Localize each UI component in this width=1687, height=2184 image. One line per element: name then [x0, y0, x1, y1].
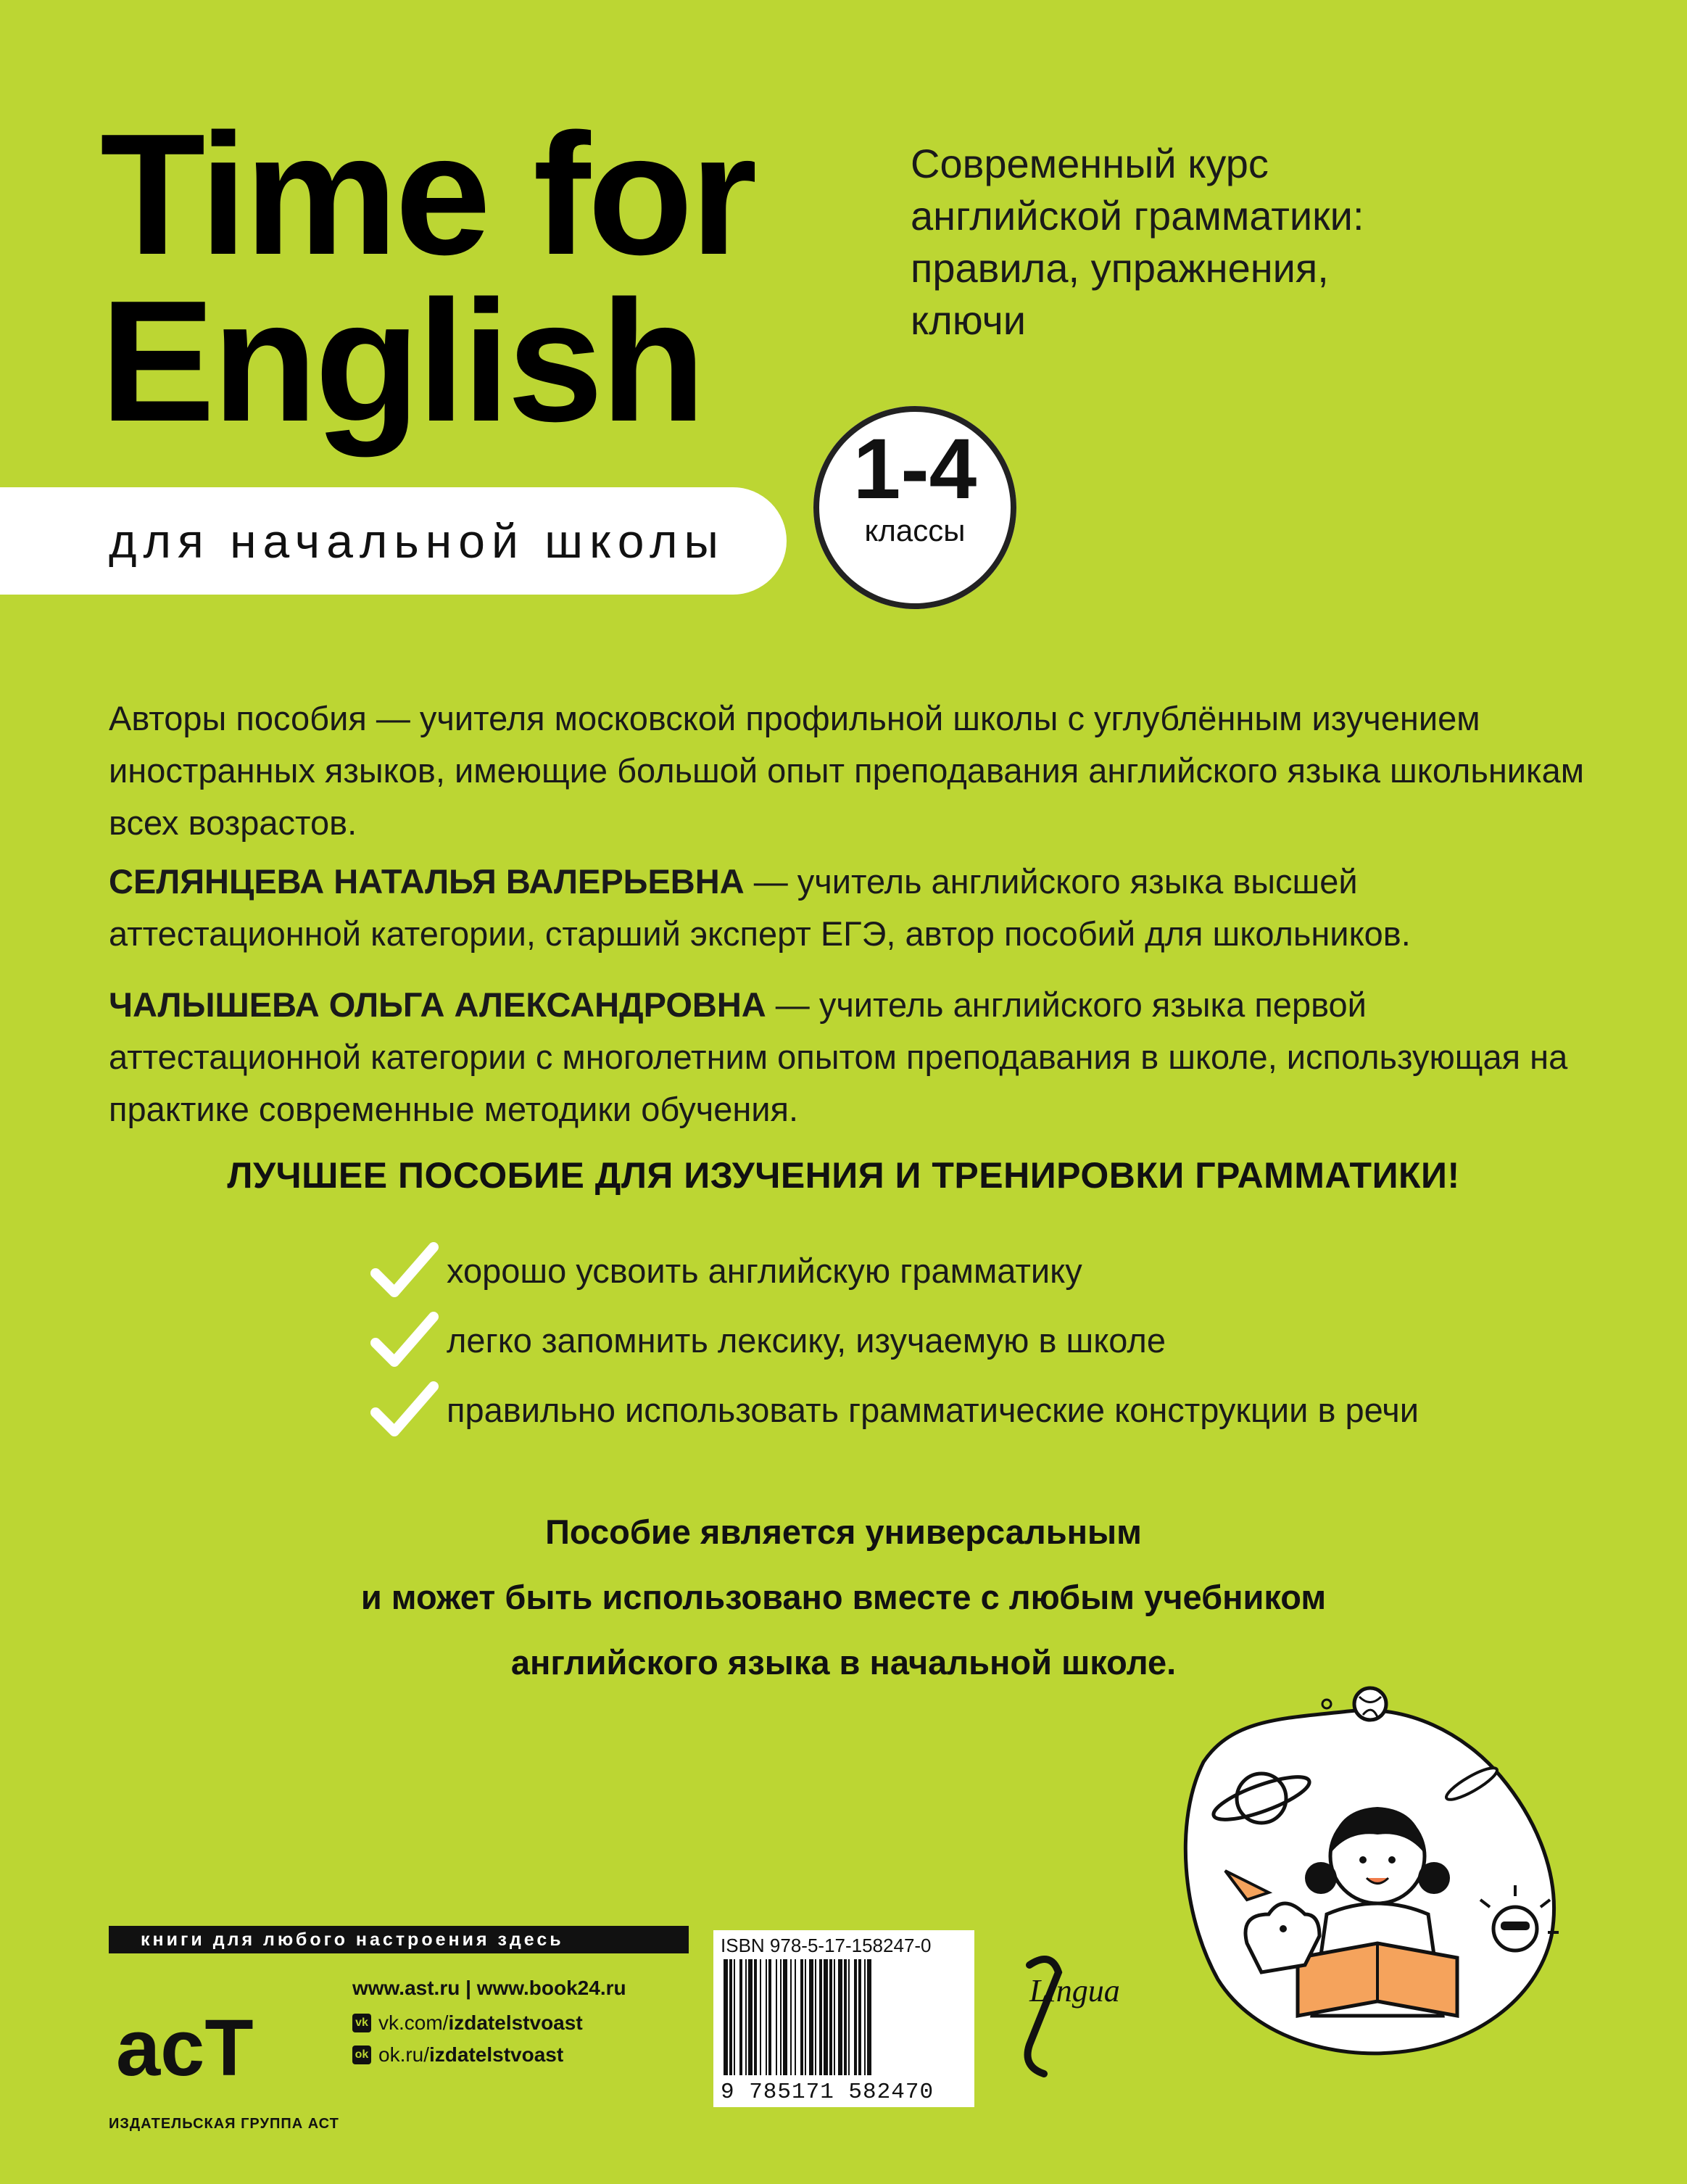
slogan: ЛУЧШЕЕ ПОСОБИЕ ДЛЯ ИЗУЧЕНИЯ И ТРЕНИРОВКИ ГРАММАТИКИ! — [227, 1155, 1460, 1196]
author1-paragraph — [109, 856, 1588, 960]
subtitle-line: ключи — [911, 297, 1027, 343]
barcode-stripe — [766, 1959, 767, 2075]
author1-description: — учитель английского языка высшей аттестационной категории, старший эксперт ЕГЭ, автор пособий для школьников. — [109, 862, 1411, 953]
isbn-label: ISBN 978-5-17-158247-0 — [721, 1935, 932, 1956]
barcode-stripe — [864, 1959, 866, 2075]
barcode-stripe — [776, 1959, 777, 2075]
girl-reading-illustration — [1160, 1675, 1566, 2067]
publisher-tagline: книги для любого настроения здесь — [109, 1926, 689, 1953]
barcode-stripe — [844, 1959, 847, 2075]
subtitle — [911, 138, 1563, 347]
benefit-item — [370, 1311, 1166, 1369]
checkmark-icon — [370, 1241, 439, 1299]
ast-logo — [109, 1966, 341, 2111]
benefit-text: легко запомнить лексику, изучаемую в школе — [447, 1320, 1166, 1360]
ok-link[interactable] — [352, 2043, 563, 2067]
barcode-stripe — [739, 1959, 742, 2075]
grade-badge — [813, 406, 1016, 609]
benefit-text: правильно использовать грамматические конструкции в речи — [447, 1390, 1419, 1429]
barcode-stripe — [783, 1959, 787, 2075]
closing-line: английского языка в начальной школе. — [510, 1643, 1177, 1682]
level-banner — [0, 487, 787, 595]
vk-prefix: vk.com/ — [378, 2011, 449, 2034]
barcode-stripe — [760, 1959, 761, 2075]
web-links[interactable]: www.ast.ru | www.book24.ru — [352, 1977, 626, 1999]
vk-handle: izdatelstvoast — [448, 2011, 583, 2034]
barcode-stripe — [867, 1959, 871, 2075]
barcode-stripe — [838, 1959, 842, 2075]
barcode-stripe — [829, 1959, 832, 2075]
author2-description: — учитель английского языка первой аттестационной категории с многолетним опытом преподавания в школе, использующая на практике современные методики обучения. — [109, 985, 1568, 1128]
barcode-stripe — [854, 1959, 857, 2075]
barcode-stripe — [834, 1959, 835, 2075]
lingua-logo — [1000, 1943, 1167, 2096]
ok-prefix: ok.ru/ — [378, 2043, 430, 2066]
barcode-stripe — [824, 1959, 828, 2075]
barcode-stripe — [809, 1959, 813, 2075]
barcode-stripe — [858, 1959, 861, 2075]
barcode-stripe — [748, 1959, 753, 2075]
grade-label: классы — [864, 513, 966, 547]
benefit-item — [370, 1381, 1419, 1439]
barcode-stripe — [790, 1959, 792, 2075]
barcode-stripe — [780, 1959, 782, 2075]
subtitle-line: правила, упражнения, — [911, 245, 1329, 291]
level-banner-text: для начальной школы — [109, 514, 725, 568]
vk-icon: vk — [352, 2014, 371, 2032]
authors-intro-paragraph: Авторы пособия — учителя московской профильной школы с углублённым изучением иностранных языков, имеющие большой опыт преподавания английского языка школьникам всех возрастов. — [109, 699, 1585, 842]
barcode-stripe — [745, 1959, 747, 2075]
publisher-name: ИЗДАТЕЛЬСКАЯ ГРУППА АСТ — [109, 2116, 339, 2132]
barcode-stripe — [754, 1959, 757, 2075]
barcode-icon — [721, 1959, 967, 2077]
ast-logo-text: acT — [116, 2003, 254, 2093]
author2-paragraph — [109, 979, 1588, 1136]
ok-icon: ok — [352, 2046, 371, 2064]
barcode-box — [713, 1930, 974, 2107]
closing-line: и может быть использовано вместе с любым учебником — [360, 1578, 1327, 1616]
barcode-stripe — [795, 1959, 796, 2075]
barcode-stripe — [819, 1959, 822, 2075]
subtitle-line: английской грамматики: — [911, 193, 1364, 239]
ok-handle: izdatelstvoast — [429, 2043, 564, 2066]
author1-name: СЕЛЯНЦЕВА НАТАЛЬЯ ВАЛЕРЬЕВНА — [109, 862, 745, 901]
barcode-stripe — [848, 1959, 850, 2075]
title-line1: Time for — [100, 99, 755, 291]
barcode-stripe — [815, 1959, 816, 2075]
checkmark-icon — [370, 1381, 439, 1439]
closing-line: Пособие является универсальным — [545, 1513, 1142, 1551]
barcode-digits: 9 785171 582470 — [721, 2080, 934, 2105]
benefit-text: хорошо усвоить английскую грамматику — [447, 1251, 1082, 1290]
barcode-stripe — [768, 1959, 771, 2075]
subtitle-line: Современный курс — [911, 141, 1269, 186]
barcode-stripe — [800, 1959, 803, 2075]
lingua-imprint-name: Lingua — [1029, 1973, 1120, 2009]
vk-link[interactable] — [352, 2011, 583, 2035]
barcode-stripe — [724, 1959, 728, 2075]
checkmark-icon — [370, 1311, 439, 1369]
barcode-stripe — [805, 1959, 806, 2075]
barcode-stripe — [734, 1959, 735, 2075]
closing-statement — [0, 1500, 1687, 1695]
benefit-item — [370, 1241, 1082, 1299]
grade-number: 1-4 — [853, 421, 977, 517]
title-line2: English — [100, 265, 703, 458]
barcode-stripe — [729, 1959, 732, 2075]
author2-name: ЧАЛЫШЕВА ОЛЬГА АЛЕКСАНДРОВНА — [109, 985, 766, 1024]
